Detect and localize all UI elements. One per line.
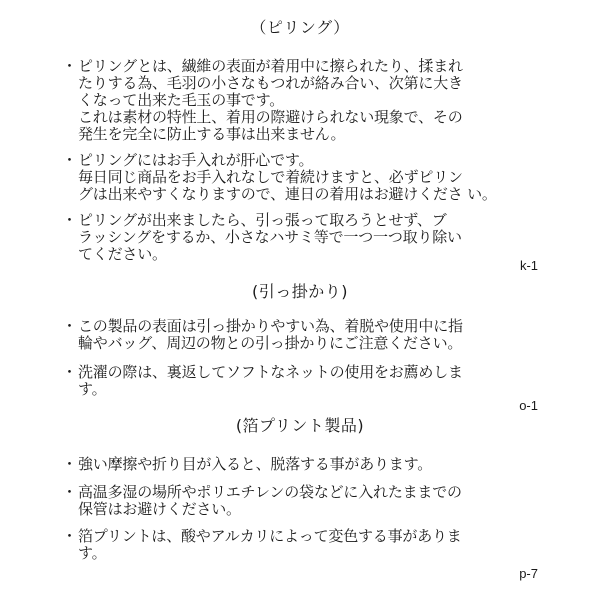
text-line: 毎日同じ商品をお手入れなしで着続けますと、必ずピリン [78, 168, 463, 186]
section-code: k-1 [519, 258, 538, 273]
list-item-pilling-removal [78, 212, 462, 263]
text-line: 発生を完全に防止する事は出来ません。 [78, 125, 346, 143]
list-item-foil-friction [78, 456, 432, 473]
text-line: 強い摩擦や折り目が入ると、脱落する事があります。 [78, 455, 433, 473]
text-line: 洗濯の際は、裏返してソフトなネットの使用をお薦めしま [78, 363, 463, 381]
text-line: てください。 [78, 245, 167, 263]
text-line: たりする為、毛羽の小さなもつれが絡み合い、次第に大き [78, 74, 463, 92]
text-line: くなって出来た毛玉の事です。 [78, 91, 285, 109]
text-line: ピリングが出来ましたら、引っ張って取ろうとせず、ブ [78, 211, 447, 229]
section-heading-snagging: (引っ掛かり) [252, 282, 348, 301]
text-line: 輪やバッグ、周辺の物との引っ掛かりにご注意ください。 [78, 334, 463, 352]
section-heading-pilling: （ピリング） [250, 18, 350, 37]
text-line: この製品の表面は引っ掛かりやすい為、着脱や使用中に指 [78, 317, 463, 335]
text-line: ラッシングをするか、小さなハサミ等で一つ一つ取り除い [78, 228, 462, 246]
bullet-marker: ・ [62, 57, 78, 75]
bullet-marker: ・ [62, 151, 78, 169]
section-code: p-7 [519, 566, 538, 581]
text-line: ピリングとは、繊維の表面が着用中に擦られたり、揉まれ [78, 57, 463, 75]
section-heading-foil-print: (箔プリント製品) [235, 416, 365, 435]
list-item-foil-storage [78, 484, 462, 518]
text-line: す。 [78, 544, 107, 562]
bullet-marker: ・ [62, 211, 78, 229]
text-line: これは素材の特性上、着用の際避けられない現象で、その [78, 108, 463, 126]
text-line: グは出来やすくなりますので、連日の着用はお避けくださ い。 [78, 185, 497, 203]
text-line: ピリングにはお手入れが肝心です。 [78, 151, 314, 169]
bullet-marker: ・ [62, 455, 78, 473]
text-line: す。 [78, 380, 107, 398]
list-item-snag-caution [78, 318, 463, 352]
list-item-washing [78, 364, 463, 398]
bullet-marker: ・ [62, 317, 78, 335]
bullet-marker: ・ [62, 363, 78, 381]
list-item-pilling-definition [78, 58, 463, 143]
bullet-marker: ・ [62, 527, 78, 545]
text-line: 箔プリントは、酸やアルカリによって変色する事がありま [78, 527, 462, 545]
section-code: o-1 [519, 398, 538, 413]
text-line: 保管はお避けください。 [78, 500, 241, 518]
list-item-foil-chemicals [78, 528, 462, 562]
text-line: 高温多湿の場所やポリエチレンの袋などに入れたままでの [78, 483, 462, 501]
list-item-pilling-care [78, 152, 497, 203]
bullet-marker: ・ [62, 483, 78, 501]
